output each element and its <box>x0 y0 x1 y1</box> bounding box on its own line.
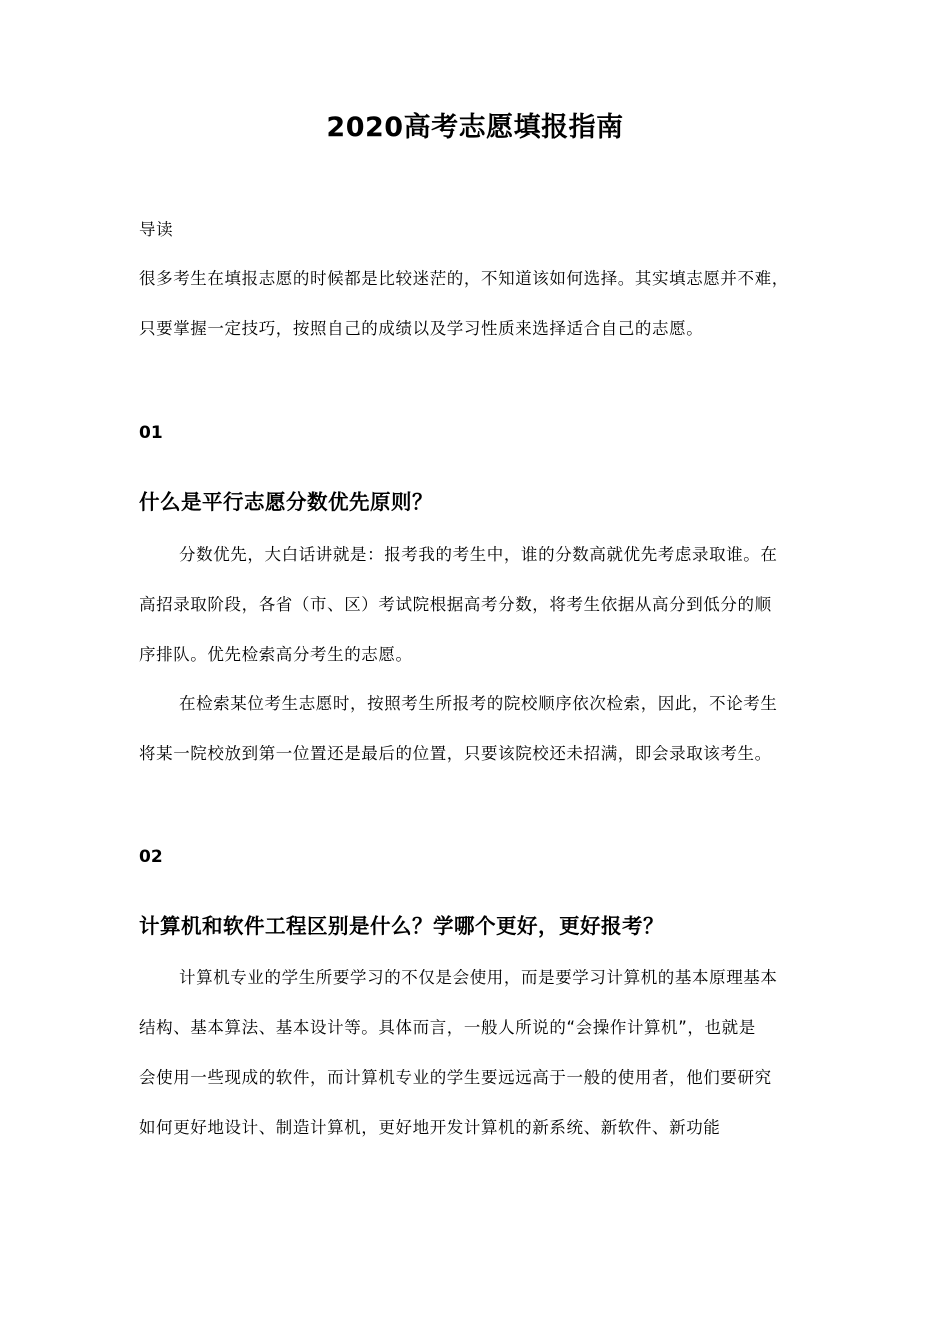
section-heading: 什么是平行志愿分数优先原则？ <box>139 490 433 514</box>
paragraph-line: 分数优先，大白话讲就是：报考我的考生中，谁的分数高就优先考虑录取谁。在 <box>179 545 778 564</box>
paragraph-line: 结构、基本算法、基本设计等。具体而言，一般人所说的“会操作计算机”，也就是 <box>139 1018 756 1037</box>
intro-label: 导读 <box>139 220 174 239</box>
section-heading: 计算机和软件工程区别是什么？学哪个更好，更好报考？ <box>139 914 664 938</box>
paragraph-line: 会使用一些现成的软件，而计算机专业的学生要远远高于一般的使用者，他们要研究 <box>139 1068 772 1087</box>
paragraph-line: 如何更好地设计、制造计算机，更好地开发计算机的新系统、新软件、新功能 <box>139 1118 721 1137</box>
intro-line: 只要掌握一定技巧，按照自己的成绩以及学习性质来选择适合自己的志愿。 <box>139 319 704 338</box>
paragraph-line: 在检索某位考生志愿时，按照考生所报考的院校顺序依次检索，因此，不论考生 <box>179 694 778 713</box>
intro-line: 很多考生在填报志愿的时候都是比较迷茫的，不知道该如何选择。其实填志愿并不难， <box>139 269 789 288</box>
section-number: 01 <box>139 423 163 443</box>
section-number: 02 <box>139 847 163 867</box>
paragraph-line: 高招录取阶段，各省（市、区）考试院根据高考分数，将考生依据从高分到低分的顺 <box>139 595 772 614</box>
paragraph-line: 将某一院校放到第一位置还是最后的位置，只要该院校还未招满，即会录取该考生。 <box>139 744 772 763</box>
paragraph-line: 计算机专业的学生所要学习的不仅是会使用，而是要学习计算机的基本原理基本 <box>179 968 778 987</box>
document-title: 2020高考志愿填报指南 <box>326 112 624 143</box>
paragraph-line: 序排队。优先检索高分考生的志愿。 <box>139 645 413 664</box>
